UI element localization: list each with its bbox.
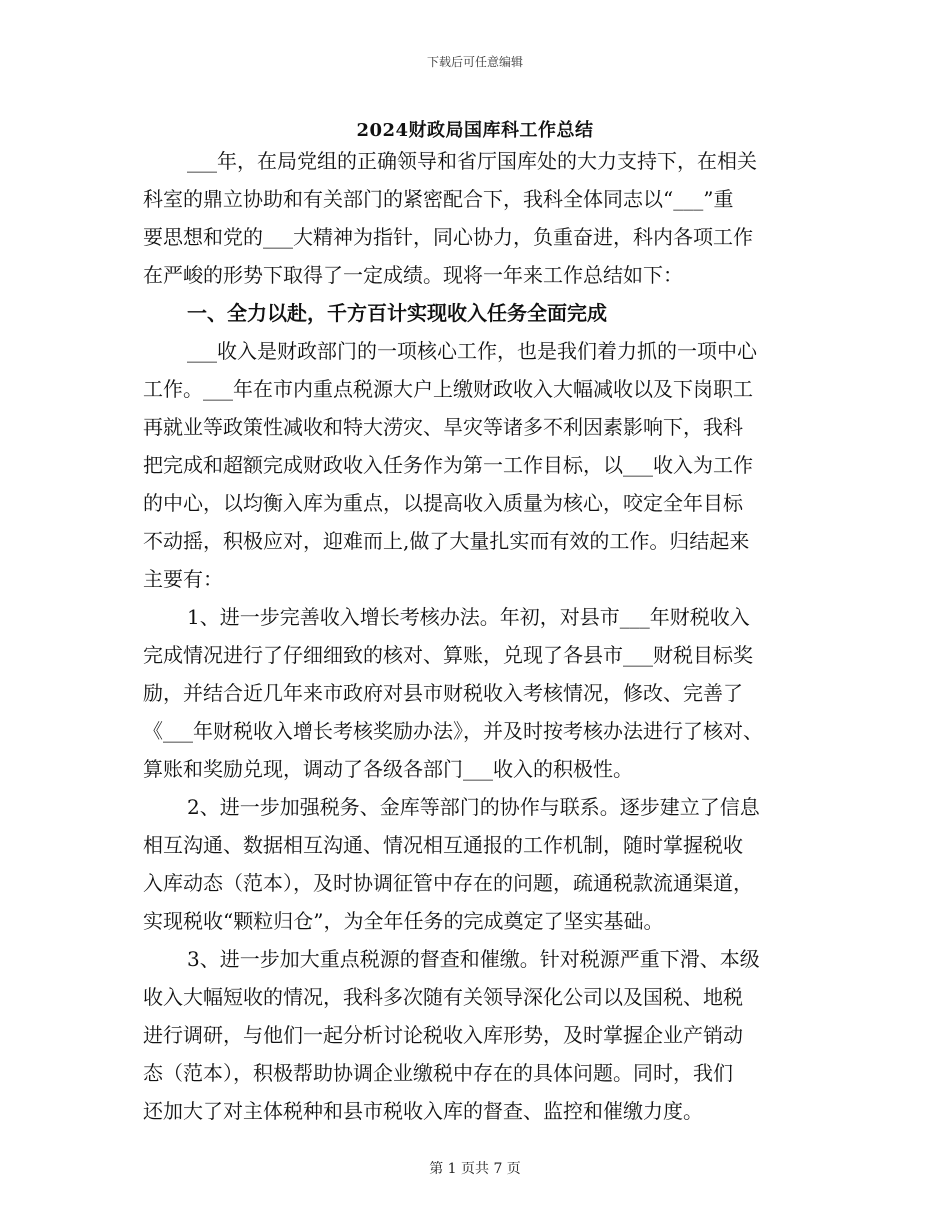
paragraph-line: 3、进一步加大重点税源的督查和催缴。针对税源严重下滑、本级 bbox=[187, 947, 760, 971]
paragraph-line: 工作。___年在市内重点税源大户上缴财政收入大幅减收以及下岗职工 bbox=[143, 377, 753, 401]
paragraph-line: ___年，在局党组的正确领导和省厅国库处的大力支持下，在相关 bbox=[187, 149, 757, 173]
paragraph-line: 完成情况进行了仔细细致的核对、算账，兑现了各县市___财税目标奖 bbox=[143, 643, 753, 667]
paragraph-line: 再就业等政策性减收和特大涝灾、旱灾等诸多不利因素影响下，我科 bbox=[143, 415, 743, 439]
paragraph-line: ___收入是财政部门的一项核心工作，也是我们着力抓的一项中心 bbox=[187, 339, 757, 363]
paragraph-line: 进行调研，与他们一起分析讨论税收入库形势，及时掌握企业产销动 bbox=[143, 1023, 743, 1047]
paragraph-line: 励，并结合近几年来市政府对县市财税收入考核情况，修改、完善了 bbox=[143, 681, 743, 705]
paragraph-line: 收入大幅短收的情况，我科多次随有关领导深化公司以及国税、地税 bbox=[143, 985, 743, 1009]
paragraph-line: 的中心，以均衡入库为重点，以提高收入质量为核心，咬定全年目标 bbox=[143, 491, 743, 515]
paragraph-line: 2、进一步加强税务、金库等部门的协作与联系。逐步建立了信息 bbox=[187, 795, 760, 819]
section-heading: 一、全力以赴，千方百计实现收入任务全面完成 bbox=[187, 301, 607, 325]
paragraph-line: 相互沟通、数据相互沟通、情况相互通报的工作机制，随时掌握税收 bbox=[143, 833, 743, 857]
paragraph-line: 态（范本），积极帮助协调企业缴税中存在的具体问题。同时，我们 bbox=[143, 1061, 733, 1085]
document-title: 2024财政局国库科工作总结 bbox=[356, 120, 594, 141]
paragraph-line: 1、进一步完善收入增长考核办法。年初，对县市___年财税收入 bbox=[187, 605, 750, 629]
page-number: 第 1 页共 7 页 bbox=[429, 1161, 521, 1177]
paragraph-line: 科室的鼎立协助和有关部门的紧密配合下，我科全体同志以“___”重 bbox=[143, 187, 734, 211]
paragraph-line: 不动摇，积极应对，迎难而上,做了大量扎实而有效的工作。归结起来 bbox=[143, 529, 750, 553]
paragraph-line: 主要有： bbox=[143, 567, 223, 591]
paragraph-line: 实现税收“颗粒归仓”，为全年任务的完成奠定了坚实基础。 bbox=[143, 909, 664, 933]
paragraph-line: 在严峻的形势下取得了一定成绩。现将一年来工作总结如下： bbox=[143, 263, 683, 287]
header-note: 下载后可任意编辑 bbox=[426, 55, 523, 69]
paragraph-line: 《___年财税收入增长考核奖励办法》，并及时按考核办法进行了核对、 bbox=[143, 719, 763, 743]
paragraph-line: 要思想和党的___大精神为指针，同心协力，负重奋进，科内各项工作 bbox=[143, 225, 753, 249]
paragraph-line: 还加大了对主体税种和县市税收入库的督查、监控和催缴力度。 bbox=[143, 1099, 703, 1123]
paragraph-line: 把完成和超额完成财政收入任务作为第一工作目标，以___收入为工作 bbox=[143, 453, 753, 477]
paragraph-line: 算账和奖励兑现，调动了各级各部门___收入的积极性。 bbox=[143, 757, 633, 781]
paragraph-line: 入库动态（范本），及时协调征管中存在的问题，疏通税款流通渠道， bbox=[143, 871, 753, 895]
